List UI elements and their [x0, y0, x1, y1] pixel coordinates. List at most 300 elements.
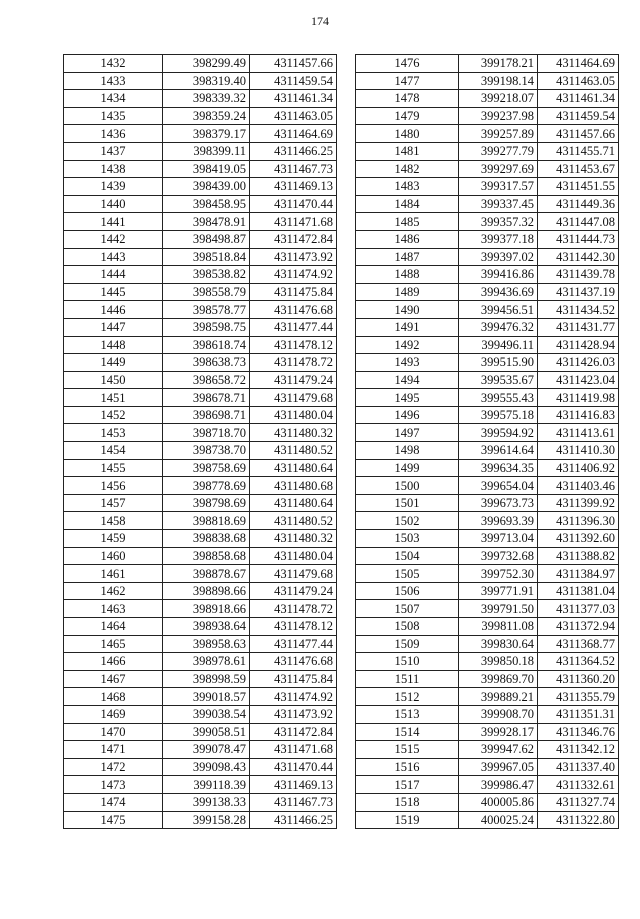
point-id-cell: 1516 — [356, 758, 459, 776]
y-coordinate-cell: 4311423.04 — [538, 371, 619, 389]
x-coordinate-cell: 398958.63 — [163, 635, 250, 653]
y-coordinate-cell: 4311453.67 — [538, 160, 619, 178]
y-coordinate-cell: 4311480.68 — [250, 477, 337, 495]
table-row — [64, 371, 337, 389]
point-id-cell: 1460 — [64, 547, 163, 565]
point-id-cell: 1449 — [64, 354, 163, 372]
x-coordinate-cell: 399138.33 — [163, 793, 250, 811]
point-id-cell: 1457 — [64, 494, 163, 512]
point-id-cell: 1467 — [64, 670, 163, 688]
x-coordinate-cell: 398738.70 — [163, 442, 250, 460]
x-coordinate-cell: 398998.59 — [163, 670, 250, 688]
table-row — [64, 600, 337, 618]
x-coordinate-cell: 399869.70 — [459, 670, 538, 688]
x-coordinate-cell: 399850.18 — [459, 653, 538, 671]
point-id-cell: 1470 — [64, 723, 163, 741]
y-coordinate-cell: 4311479.68 — [250, 565, 337, 583]
table-row — [64, 582, 337, 600]
y-coordinate-cell: 4311372.94 — [538, 618, 619, 636]
point-id-cell: 1447 — [64, 318, 163, 336]
table-row — [356, 371, 619, 389]
point-id-cell: 1480 — [356, 125, 459, 143]
point-id-cell: 1483 — [356, 178, 459, 196]
table-row — [64, 776, 337, 794]
table-row — [356, 565, 619, 583]
y-coordinate-cell: 4311473.92 — [250, 705, 337, 723]
x-coordinate-cell: 398578.77 — [163, 301, 250, 319]
point-id-cell: 1452 — [64, 406, 163, 424]
table-row — [64, 670, 337, 688]
x-coordinate-cell: 399928.17 — [459, 723, 538, 741]
x-coordinate-cell: 399791.50 — [459, 600, 538, 618]
x-coordinate-cell: 398458.95 — [163, 195, 250, 213]
table-row — [356, 354, 619, 372]
x-coordinate-cell: 398379.17 — [163, 125, 250, 143]
y-coordinate-cell: 4311463.05 — [538, 72, 619, 90]
table-row — [64, 55, 337, 73]
table-row — [356, 248, 619, 266]
y-coordinate-cell: 4311406.92 — [538, 459, 619, 477]
table-row — [64, 547, 337, 565]
table-row — [356, 793, 619, 811]
x-coordinate-cell: 399436.69 — [459, 283, 538, 301]
point-id-cell: 1471 — [64, 741, 163, 759]
x-coordinate-cell: 398558.79 — [163, 283, 250, 301]
table-row — [356, 266, 619, 284]
x-coordinate-cell: 398978.61 — [163, 653, 250, 671]
x-coordinate-cell: 398918.66 — [163, 600, 250, 618]
table-row — [356, 301, 619, 319]
table-row — [356, 530, 619, 548]
point-id-cell: 1510 — [356, 653, 459, 671]
table-row — [356, 741, 619, 759]
y-coordinate-cell: 4311360.20 — [538, 670, 619, 688]
table-row — [64, 758, 337, 776]
table-row — [356, 670, 619, 688]
x-coordinate-cell: 398898.66 — [163, 582, 250, 600]
x-coordinate-cell: 400005.86 — [459, 793, 538, 811]
y-coordinate-cell: 4311388.82 — [538, 547, 619, 565]
table-row — [356, 442, 619, 460]
y-coordinate-cell: 4311437.19 — [538, 283, 619, 301]
y-coordinate-cell: 4311475.84 — [250, 283, 337, 301]
point-id-cell: 1444 — [64, 266, 163, 284]
table-row — [64, 107, 337, 125]
y-coordinate-cell: 4311480.04 — [250, 547, 337, 565]
point-id-cell: 1462 — [64, 582, 163, 600]
table-row — [64, 688, 337, 706]
y-coordinate-cell: 4311457.66 — [250, 55, 337, 73]
point-id-cell: 1513 — [356, 705, 459, 723]
y-coordinate-cell: 4311442.30 — [538, 248, 619, 266]
y-coordinate-cell: 4311480.64 — [250, 494, 337, 512]
point-id-cell: 1433 — [64, 72, 163, 90]
y-coordinate-cell: 4311346.76 — [538, 723, 619, 741]
x-coordinate-cell: 399277.79 — [459, 142, 538, 160]
point-id-cell: 1436 — [64, 125, 163, 143]
y-coordinate-cell: 4311413.61 — [538, 424, 619, 442]
y-coordinate-cell: 4311426.03 — [538, 354, 619, 372]
table-row — [356, 705, 619, 723]
table-row — [356, 477, 619, 495]
y-coordinate-cell: 4311467.73 — [250, 160, 337, 178]
x-coordinate-cell: 398818.69 — [163, 512, 250, 530]
y-coordinate-cell: 4311480.04 — [250, 406, 337, 424]
table-row — [64, 125, 337, 143]
point-id-cell: 1435 — [64, 107, 163, 125]
table-row — [64, 705, 337, 723]
point-id-cell: 1500 — [356, 477, 459, 495]
y-coordinate-cell: 4311459.54 — [538, 107, 619, 125]
x-coordinate-cell: 399830.64 — [459, 635, 538, 653]
x-coordinate-cell: 399178.21 — [459, 55, 538, 73]
table-row — [356, 72, 619, 90]
x-coordinate-cell: 399575.18 — [459, 406, 538, 424]
y-coordinate-cell: 4311439.78 — [538, 266, 619, 284]
x-coordinate-cell: 398339.32 — [163, 90, 250, 108]
y-coordinate-cell: 4311466.25 — [250, 811, 337, 829]
point-id-cell: 1492 — [356, 336, 459, 354]
table-row — [356, 758, 619, 776]
table-row — [356, 318, 619, 336]
table-row — [64, 793, 337, 811]
y-coordinate-cell: 4311455.71 — [538, 142, 619, 160]
y-coordinate-cell: 4311457.66 — [538, 125, 619, 143]
table-row — [356, 213, 619, 231]
y-coordinate-cell: 4311480.32 — [250, 424, 337, 442]
point-id-cell: 1478 — [356, 90, 459, 108]
y-coordinate-cell: 4311480.32 — [250, 530, 337, 548]
y-coordinate-cell: 4311431.77 — [538, 318, 619, 336]
y-coordinate-cell: 4311469.13 — [250, 776, 337, 794]
y-coordinate-cell: 4311475.84 — [250, 670, 337, 688]
table-row — [64, 301, 337, 319]
y-coordinate-cell: 4311478.72 — [250, 354, 337, 372]
y-coordinate-cell: 4311327.74 — [538, 793, 619, 811]
coordinates-table-right — [355, 54, 619, 829]
x-coordinate-cell: 399297.69 — [459, 160, 538, 178]
point-id-cell: 1519 — [356, 811, 459, 829]
x-coordinate-cell: 399416.86 — [459, 266, 538, 284]
point-id-cell: 1489 — [356, 283, 459, 301]
x-coordinate-cell: 399673.73 — [459, 494, 538, 512]
x-coordinate-cell: 399198.14 — [459, 72, 538, 90]
point-id-cell: 1476 — [356, 55, 459, 73]
point-id-cell: 1472 — [64, 758, 163, 776]
x-coordinate-cell: 399732.68 — [459, 547, 538, 565]
point-id-cell: 1486 — [356, 230, 459, 248]
y-coordinate-cell: 4311351.31 — [538, 705, 619, 723]
point-id-cell: 1477 — [356, 72, 459, 90]
x-coordinate-cell: 399377.18 — [459, 230, 538, 248]
point-id-cell: 1454 — [64, 442, 163, 460]
x-coordinate-cell: 399947.62 — [459, 741, 538, 759]
y-coordinate-cell: 4311464.69 — [538, 55, 619, 73]
y-coordinate-cell: 4311461.34 — [538, 90, 619, 108]
y-coordinate-cell: 4311368.77 — [538, 635, 619, 653]
table-row — [356, 723, 619, 741]
y-coordinate-cell: 4311451.55 — [538, 178, 619, 196]
x-coordinate-cell: 398758.69 — [163, 459, 250, 477]
x-coordinate-cell: 399118.39 — [163, 776, 250, 794]
table-row — [356, 512, 619, 530]
x-coordinate-cell: 399654.04 — [459, 477, 538, 495]
y-coordinate-cell: 4311479.24 — [250, 371, 337, 389]
x-coordinate-cell: 399967.05 — [459, 758, 538, 776]
x-coordinate-cell: 398698.71 — [163, 406, 250, 424]
table-row — [356, 406, 619, 424]
point-id-cell: 1458 — [64, 512, 163, 530]
table-row — [356, 618, 619, 636]
table-row — [64, 530, 337, 548]
x-coordinate-cell: 399594.92 — [459, 424, 538, 442]
y-coordinate-cell: 4311364.52 — [538, 653, 619, 671]
x-coordinate-cell: 398938.64 — [163, 618, 250, 636]
coordinates-table-left — [63, 54, 337, 829]
table-row — [64, 178, 337, 196]
y-coordinate-cell: 4311399.92 — [538, 494, 619, 512]
point-id-cell: 1502 — [356, 512, 459, 530]
x-coordinate-cell: 398359.24 — [163, 107, 250, 125]
x-coordinate-cell: 398419.05 — [163, 160, 250, 178]
point-id-cell: 1494 — [356, 371, 459, 389]
y-coordinate-cell: 4311470.44 — [250, 195, 337, 213]
table-row — [64, 512, 337, 530]
table-row — [64, 318, 337, 336]
point-id-cell: 1496 — [356, 406, 459, 424]
point-id-cell: 1514 — [356, 723, 459, 741]
table-row — [64, 459, 337, 477]
point-id-cell: 1485 — [356, 213, 459, 231]
x-coordinate-cell: 399693.39 — [459, 512, 538, 530]
table-row — [64, 477, 337, 495]
table-row — [356, 178, 619, 196]
table-row — [356, 776, 619, 794]
point-id-cell: 1501 — [356, 494, 459, 512]
point-id-cell: 1484 — [356, 195, 459, 213]
x-coordinate-cell: 399337.45 — [459, 195, 538, 213]
y-coordinate-cell: 4311477.44 — [250, 318, 337, 336]
x-coordinate-cell: 399713.04 — [459, 530, 538, 548]
point-id-cell: 1469 — [64, 705, 163, 723]
x-coordinate-cell: 398878.67 — [163, 565, 250, 583]
y-coordinate-cell: 4311461.34 — [250, 90, 337, 108]
y-coordinate-cell: 4311444.73 — [538, 230, 619, 248]
x-coordinate-cell: 399397.02 — [459, 248, 538, 266]
x-coordinate-cell: 399257.89 — [459, 125, 538, 143]
x-coordinate-cell: 399078.47 — [163, 741, 250, 759]
y-coordinate-cell: 4311447.08 — [538, 213, 619, 231]
table-row — [64, 723, 337, 741]
table-row — [356, 635, 619, 653]
table-row — [64, 248, 337, 266]
table-row — [64, 653, 337, 671]
y-coordinate-cell: 4311477.44 — [250, 635, 337, 653]
y-coordinate-cell: 4311480.52 — [250, 512, 337, 530]
y-coordinate-cell: 4311471.68 — [250, 741, 337, 759]
point-id-cell: 1490 — [356, 301, 459, 319]
y-coordinate-cell: 4311355.79 — [538, 688, 619, 706]
table-row — [356, 688, 619, 706]
y-coordinate-cell: 4311472.84 — [250, 723, 337, 741]
point-id-cell: 1474 — [64, 793, 163, 811]
table-row — [64, 72, 337, 90]
y-coordinate-cell: 4311419.98 — [538, 389, 619, 407]
y-coordinate-cell: 4311342.12 — [538, 741, 619, 759]
x-coordinate-cell: 399158.28 — [163, 811, 250, 829]
table-row — [356, 600, 619, 618]
x-coordinate-cell: 399614.64 — [459, 442, 538, 460]
point-id-cell: 1506 — [356, 582, 459, 600]
point-id-cell: 1503 — [356, 530, 459, 548]
table-row — [64, 442, 337, 460]
x-coordinate-cell: 399058.51 — [163, 723, 250, 741]
x-coordinate-cell: 398678.71 — [163, 389, 250, 407]
y-coordinate-cell: 4311459.54 — [250, 72, 337, 90]
point-id-cell: 1507 — [356, 600, 459, 618]
table-row — [64, 389, 337, 407]
x-coordinate-cell: 399357.32 — [459, 213, 538, 231]
table-row — [356, 653, 619, 671]
point-id-cell: 1466 — [64, 653, 163, 671]
x-coordinate-cell: 398598.75 — [163, 318, 250, 336]
x-coordinate-cell: 399752.30 — [459, 565, 538, 583]
y-coordinate-cell: 4311472.84 — [250, 230, 337, 248]
y-coordinate-cell: 4311478.12 — [250, 336, 337, 354]
x-coordinate-cell: 399476.32 — [459, 318, 538, 336]
point-id-cell: 1450 — [64, 371, 163, 389]
table-row — [64, 494, 337, 512]
point-id-cell: 1451 — [64, 389, 163, 407]
y-coordinate-cell: 4311473.92 — [250, 248, 337, 266]
point-id-cell: 1439 — [64, 178, 163, 196]
point-id-cell: 1505 — [356, 565, 459, 583]
table-row — [356, 230, 619, 248]
point-id-cell: 1432 — [64, 55, 163, 73]
y-coordinate-cell: 4311478.72 — [250, 600, 337, 618]
y-coordinate-cell: 4311474.92 — [250, 266, 337, 284]
y-coordinate-cell: 4311322.80 — [538, 811, 619, 829]
y-coordinate-cell: 4311332.61 — [538, 776, 619, 794]
y-coordinate-cell: 4311466.25 — [250, 142, 337, 160]
x-coordinate-cell: 399515.90 — [459, 354, 538, 372]
table-row — [64, 354, 337, 372]
table-row — [64, 635, 337, 653]
x-coordinate-cell: 399018.57 — [163, 688, 250, 706]
x-coordinate-cell: 398658.72 — [163, 371, 250, 389]
table-row — [64, 336, 337, 354]
x-coordinate-cell: 399237.98 — [459, 107, 538, 125]
y-coordinate-cell: 4311469.13 — [250, 178, 337, 196]
y-coordinate-cell: 4311478.12 — [250, 618, 337, 636]
y-coordinate-cell: 4311396.30 — [538, 512, 619, 530]
x-coordinate-cell: 398538.82 — [163, 266, 250, 284]
x-coordinate-cell: 398319.40 — [163, 72, 250, 90]
x-coordinate-cell: 398618.74 — [163, 336, 250, 354]
y-coordinate-cell: 4311467.73 — [250, 793, 337, 811]
table-row — [64, 90, 337, 108]
y-coordinate-cell: 4311463.05 — [250, 107, 337, 125]
table-row — [356, 283, 619, 301]
y-coordinate-cell: 4311428.94 — [538, 336, 619, 354]
point-id-cell: 1459 — [64, 530, 163, 548]
x-coordinate-cell: 399317.57 — [459, 178, 538, 196]
point-id-cell: 1481 — [356, 142, 459, 160]
point-id-cell: 1509 — [356, 635, 459, 653]
point-id-cell: 1498 — [356, 442, 459, 460]
point-id-cell: 1515 — [356, 741, 459, 759]
point-id-cell: 1508 — [356, 618, 459, 636]
y-coordinate-cell: 4311377.03 — [538, 600, 619, 618]
point-id-cell: 1512 — [356, 688, 459, 706]
point-id-cell: 1499 — [356, 459, 459, 477]
point-id-cell: 1491 — [356, 318, 459, 336]
point-id-cell: 1504 — [356, 547, 459, 565]
x-coordinate-cell: 399889.21 — [459, 688, 538, 706]
point-id-cell: 1448 — [64, 336, 163, 354]
table-row — [64, 424, 337, 442]
page-number: 174 — [311, 14, 329, 28]
point-id-cell: 1465 — [64, 635, 163, 653]
x-coordinate-cell: 399038.54 — [163, 705, 250, 723]
table-row — [356, 459, 619, 477]
point-id-cell: 1518 — [356, 793, 459, 811]
y-coordinate-cell: 4311434.52 — [538, 301, 619, 319]
x-coordinate-cell: 398858.68 — [163, 547, 250, 565]
x-coordinate-cell: 399811.08 — [459, 618, 538, 636]
point-id-cell: 1493 — [356, 354, 459, 372]
table-row — [356, 582, 619, 600]
point-id-cell: 1440 — [64, 195, 163, 213]
table-row — [64, 283, 337, 301]
point-id-cell: 1488 — [356, 266, 459, 284]
x-coordinate-cell: 398399.11 — [163, 142, 250, 160]
table-row — [356, 107, 619, 125]
point-id-cell: 1438 — [64, 160, 163, 178]
point-id-cell: 1441 — [64, 213, 163, 231]
point-id-cell: 1442 — [64, 230, 163, 248]
y-coordinate-cell: 4311471.68 — [250, 213, 337, 231]
point-id-cell: 1443 — [64, 248, 163, 266]
y-coordinate-cell: 4311480.52 — [250, 442, 337, 460]
table-row — [64, 266, 337, 284]
point-id-cell: 1475 — [64, 811, 163, 829]
table-row — [356, 195, 619, 213]
y-coordinate-cell: 4311416.83 — [538, 406, 619, 424]
x-coordinate-cell: 398778.69 — [163, 477, 250, 495]
x-coordinate-cell: 398838.68 — [163, 530, 250, 548]
y-coordinate-cell: 4311480.64 — [250, 459, 337, 477]
y-coordinate-cell: 4311337.40 — [538, 758, 619, 776]
table-row — [64, 618, 337, 636]
y-coordinate-cell: 4311381.04 — [538, 582, 619, 600]
x-coordinate-cell: 398638.73 — [163, 354, 250, 372]
table-row — [64, 741, 337, 759]
point-id-cell: 1446 — [64, 301, 163, 319]
x-coordinate-cell: 399908.70 — [459, 705, 538, 723]
point-id-cell: 1453 — [64, 424, 163, 442]
table-row — [64, 406, 337, 424]
table-row — [64, 160, 337, 178]
point-id-cell: 1517 — [356, 776, 459, 794]
x-coordinate-cell: 398439.00 — [163, 178, 250, 196]
table-row — [356, 125, 619, 143]
point-id-cell: 1468 — [64, 688, 163, 706]
point-id-cell: 1463 — [64, 600, 163, 618]
table-row — [356, 336, 619, 354]
point-id-cell: 1479 — [356, 107, 459, 125]
x-coordinate-cell: 398498.87 — [163, 230, 250, 248]
